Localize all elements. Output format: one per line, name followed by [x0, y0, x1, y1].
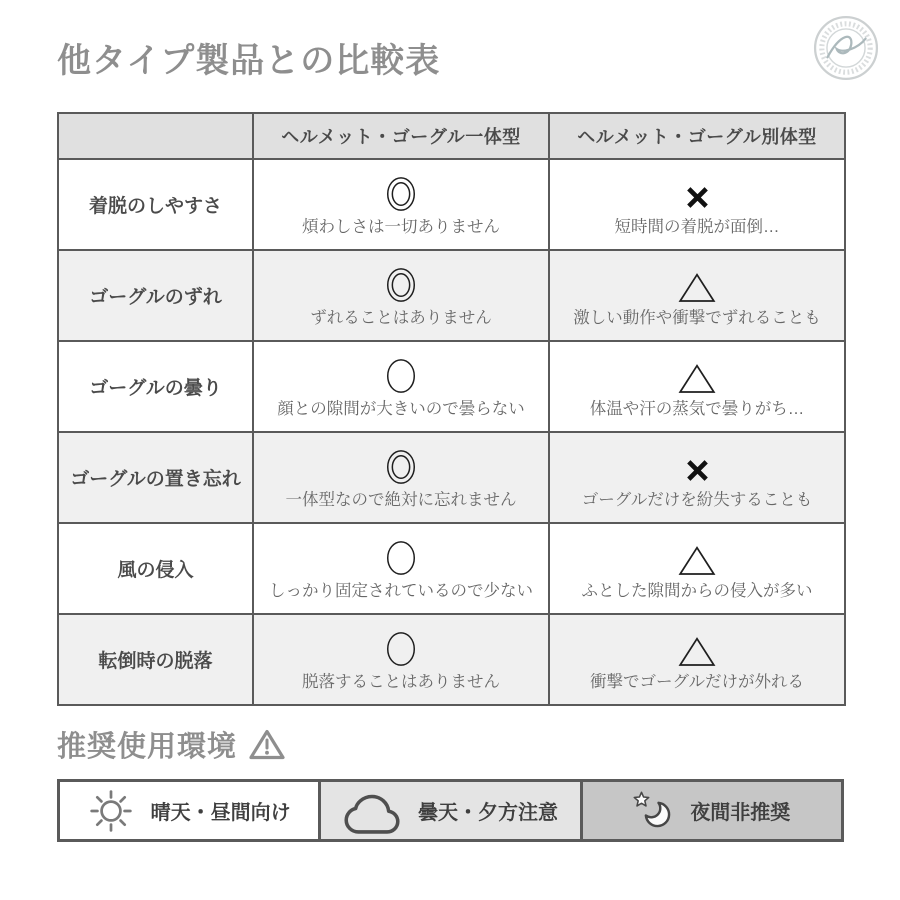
comparison-table [57, 112, 846, 706]
corner-cell [58, 113, 253, 159]
column-header-separate: ヘルメット・ゴーグル別体型 [549, 113, 845, 159]
env-item-cloudy [318, 782, 579, 839]
cell-integrated [253, 250, 549, 341]
page-title: 他タイプ製品との比較表 [57, 42, 441, 80]
rating-note: ずれることはありません [310, 308, 492, 327]
env-item-label: 晴天・昼間向け [150, 802, 291, 824]
cell-separate [549, 159, 845, 250]
rating-symbol-icon [254, 356, 548, 394]
cell-separate [549, 432, 845, 523]
cell-integrated [253, 432, 549, 523]
rating-symbol-icon [550, 174, 844, 212]
cell-separate [549, 341, 845, 432]
rating-note: 一体型なので絶対に忘れません [285, 490, 517, 509]
rating-symbol-icon [550, 265, 844, 303]
environment-title-text: 推奨使用環境 [57, 731, 238, 763]
rating-note: ふとした隙間からの侵入が多い [581, 581, 813, 600]
rating-note: 衝撃でゴーグルだけが外れる [589, 672, 804, 691]
rating-symbol-icon [254, 447, 548, 485]
column-header-integrated: ヘルメット・ゴーグル一体型 [253, 113, 549, 159]
rating-note: 短時間の着脱が面倒… [614, 217, 780, 236]
environment-section-title [57, 724, 285, 765]
table-row [58, 159, 845, 250]
rating-symbol-icon [550, 356, 844, 394]
rating-symbol-icon [254, 629, 548, 667]
env-item-night [580, 782, 841, 839]
rating-note: 顔との隙間が大きいので曇らない [277, 399, 525, 418]
cell-separate [549, 523, 845, 614]
table-row [58, 250, 845, 341]
table-row [58, 432, 845, 523]
row-label: ゴーグルのずれ [58, 250, 253, 341]
rating-note: 体温や汗の蒸気で曇りがち… [589, 399, 805, 418]
rating-symbol-icon [254, 174, 548, 212]
rating-symbol-icon [550, 538, 844, 576]
env-item-label: 曇天・夕方注意 [417, 802, 558, 824]
row-label: ゴーグルの曇り [58, 341, 253, 432]
table-row [58, 523, 845, 614]
row-label: 転倒時の脱落 [58, 614, 253, 705]
warning-triangle-icon [249, 728, 285, 761]
rating-symbol-icon [550, 629, 844, 667]
rating-note: 激しい動作や衝撃でずれることも [573, 308, 821, 327]
brand-emblem-icon [812, 14, 880, 82]
env-item-sunny [60, 782, 318, 839]
cell-integrated [253, 159, 549, 250]
cell-separate [549, 614, 845, 705]
sun-icon [88, 788, 134, 834]
table-row [58, 614, 845, 705]
rating-note: 脱落することはありません [302, 672, 500, 691]
row-label: 風の侵入 [58, 523, 253, 614]
cell-integrated [253, 523, 549, 614]
rating-note: ゴーグルだけを紛失することも [581, 490, 813, 509]
rating-symbol-icon [550, 447, 844, 485]
environment-bar [57, 779, 844, 842]
table-row [58, 341, 845, 432]
rating-symbol-icon [254, 265, 548, 303]
cloud-icon [343, 785, 401, 837]
cell-integrated [253, 341, 549, 432]
crescent-moon-icon [642, 799, 673, 830]
row-label: 着脱のしやすさ [58, 159, 253, 250]
rating-note: しっかり固定されているので少ない [269, 581, 533, 600]
env-item-label: 夜間非推奨 [690, 802, 791, 824]
moon-star-icon [633, 792, 673, 830]
row-label: ゴーグルの置き忘れ [58, 432, 253, 523]
rating-note: 煩わしさは一切ありません [302, 217, 500, 236]
header-row [58, 113, 845, 159]
cell-integrated [253, 614, 549, 705]
rating-symbol-icon [254, 538, 548, 576]
cell-separate [549, 250, 845, 341]
